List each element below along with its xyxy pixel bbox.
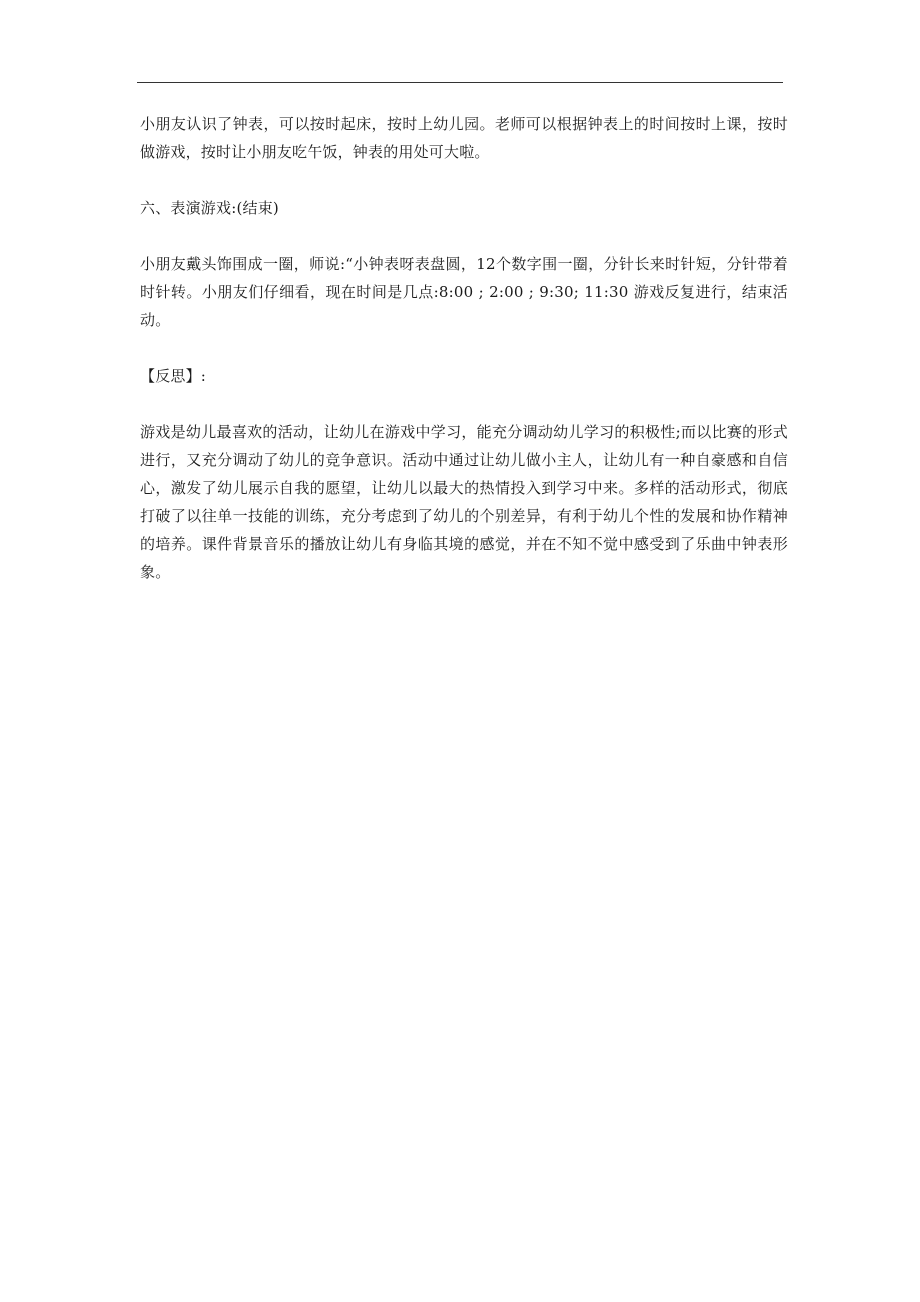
header-rule <box>137 82 783 83</box>
section-heading-performance-game: 六、表演游戏:(结束) <box>140 199 279 217</box>
section-heading-reflection: 【反思】: <box>140 367 207 385</box>
paragraph-clock-usefulness: 小朋友认识了钟表，可以按时起床，按时上幼儿园。老师可以根据钟表上的时间按时上课，按时做游戏，按时让小朋友吃午饭，钟表的用处可大啦。 <box>140 115 788 161</box>
paragraph-reflection: 游戏是幼儿最喜欢的活动，让幼儿在游戏中学习，能充分调动幼儿学习的积极性;而以比赛的形式进行，又充分调动了幼儿的竞争意识。活动中通过让幼儿做小主人，让幼儿有一种自豪感和自信心，激发了幼儿展示自我的愿望，让幼儿以最大的热情投入到学习中来。多样的活动形式，彻底打破了以往单一技能的训练，充分考虑到了幼儿的个别差异，有利于幼儿个性的发展和协作精神的培养。课件背景音乐的播放让幼儿有身临其境的感觉，并在不知不觉中感受到了乐曲中钟表形象。 <box>140 423 788 581</box>
document-body <box>140 110 788 614</box>
paragraph-game-description: 小朋友戴头饰围成一圈，师说:“小钟表呀表盘圆，12个数字围一圈，分针长来时针短，分针带着时针转。小朋友们仔细看，现在时间是几点:8:00 ; 2:00 ; 9:30; 11:30 游戏反复进行，结束活动。 <box>140 255 788 329</box>
